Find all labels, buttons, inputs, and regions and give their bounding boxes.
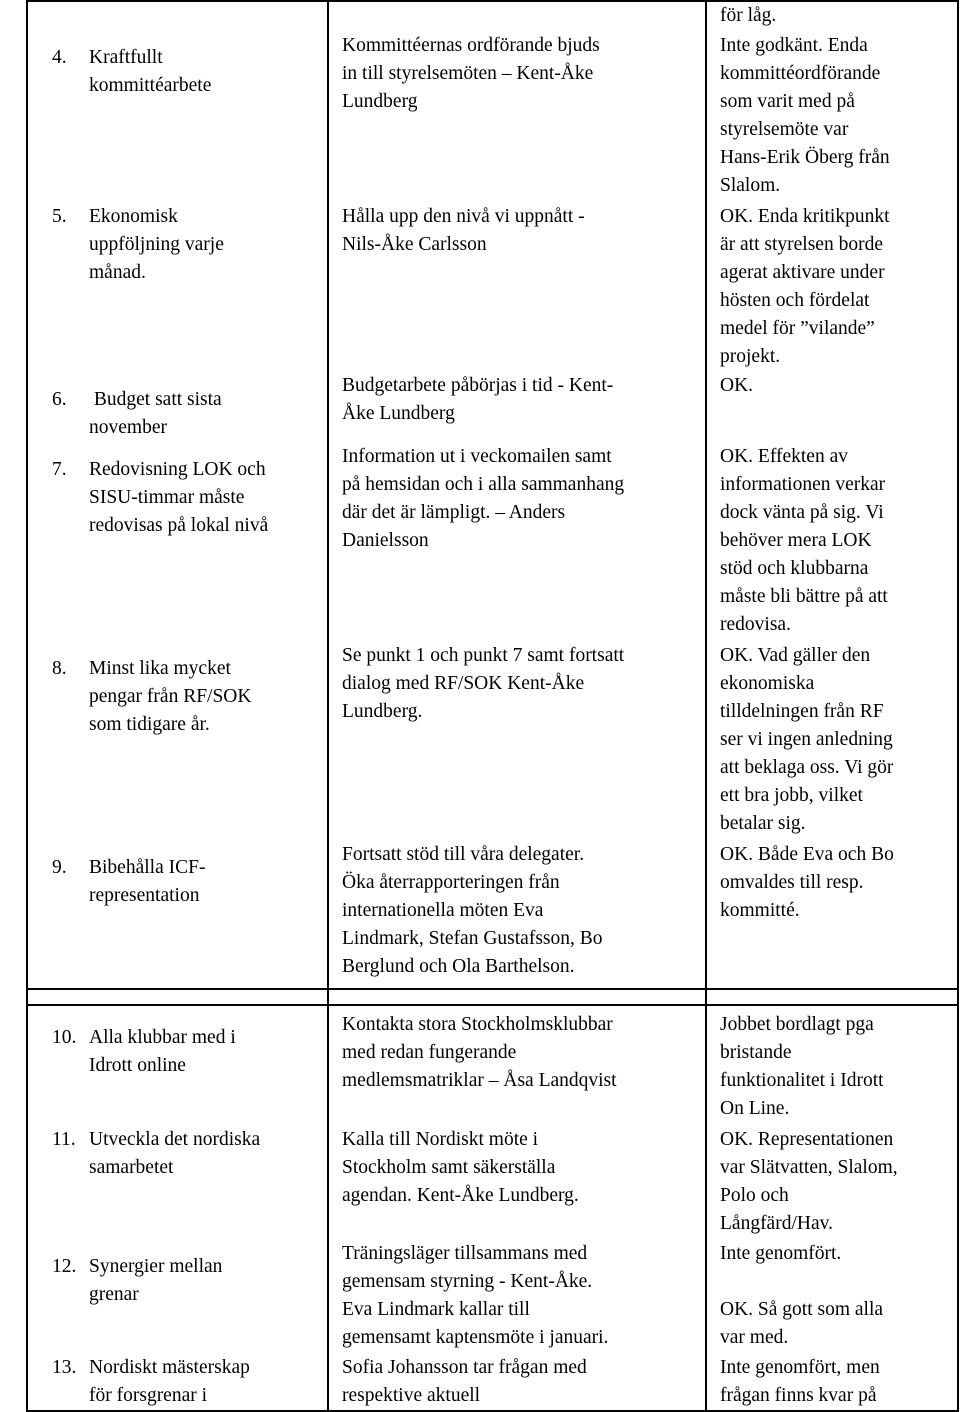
result-text: ser vi ingen anledning: [720, 729, 893, 750]
result-text: betalar sig.: [720, 813, 806, 834]
action-text: agendan. Kent-Åke Lundberg.: [342, 1185, 579, 1206]
result-text: OK. Så gott som alla: [720, 1299, 884, 1320]
goal-text: Kraftfullt: [89, 47, 163, 68]
action-text: Nils-Åke Carlsson: [342, 234, 487, 255]
result-text: agerat aktivare under: [720, 262, 885, 283]
result-text: ekonomiska: [720, 673, 815, 694]
result-text: att beklaga oss. Vi gör: [720, 757, 894, 778]
result-text: styrelsemöte var: [720, 119, 849, 140]
action-text: Danielsson: [342, 530, 429, 551]
goal-text: pengar från RF/SOK: [89, 686, 252, 707]
result-text: OK. Enda kritikpunkt: [720, 206, 890, 227]
goal-number: 12.: [52, 1256, 77, 1277]
result-text: som varit med på: [720, 91, 855, 112]
action-text: dialog med RF/SOK Kent-Åke: [342, 673, 585, 694]
action-text: gemensam styrning - Kent-Åke.: [342, 1271, 593, 1292]
goal-text: Minst lika mycket: [89, 658, 231, 679]
result-text: OK. Både Eva och Bo: [720, 844, 894, 865]
result-text: hösten och fördelat: [720, 290, 870, 311]
goal-text: Alla klubbar med i: [89, 1027, 236, 1048]
action-text: Berglund och Ola Barthelson.: [342, 956, 575, 977]
action-text: på hemsidan och i alla sammanhang: [342, 474, 625, 495]
result-text: stöd och klubbarna: [720, 558, 869, 579]
result-text: redovisa.: [720, 614, 791, 635]
table-border-top: [26, 0, 959, 2]
action-text: internationella möten Eva: [342, 900, 544, 921]
goal-text: Ekonomisk: [89, 206, 178, 227]
goal-text: Synergier mellan: [89, 1256, 223, 1277]
result-text: On Line.: [720, 1098, 790, 1119]
action-text: Kalla till Nordiskt möte i: [342, 1129, 539, 1150]
result-text: Långfärd/Hav.: [720, 1213, 833, 1234]
goal-text: kommittéarbete: [89, 75, 212, 96]
result-text: tilldelningen från RF: [720, 701, 884, 722]
action-text: Sofia Johansson tar frågan med: [342, 1357, 587, 1378]
action-text: Hålla upp den nivå vi uppnått -: [342, 206, 585, 227]
action-text: Lundberg: [342, 91, 418, 112]
goal-text: november: [89, 417, 167, 438]
result-text: informationen verkar: [720, 474, 886, 495]
goal-text: samarbetet: [89, 1157, 174, 1178]
result-text: Inte genomfört, men: [720, 1357, 880, 1378]
action-text: Fortsatt stöd till våra delegater.: [342, 844, 585, 865]
goal-number: 13.: [52, 1357, 77, 1378]
result-text: medel för ”vilande”: [720, 318, 875, 339]
result-text: Slalom.: [720, 175, 781, 196]
result-text: är att styrelsen borde: [720, 234, 883, 255]
goal-text: som tidigare år.: [89, 714, 210, 735]
action-text: Åke Lundberg: [342, 403, 455, 424]
result-text: behöver mera LOK: [720, 530, 872, 551]
action-text: med redan fungerande: [342, 1042, 517, 1063]
result-text: OK. Representationen: [720, 1129, 894, 1150]
goal-text: redovisas på lokal nivå: [89, 515, 269, 536]
action-text: Lundberg.: [342, 701, 423, 722]
result-text: dock vänta på sig. Vi: [720, 502, 884, 523]
result-text: funktionalitet i Idrott: [720, 1070, 884, 1091]
result-text: måste bli bättre på att: [720, 586, 888, 607]
action-text: respektive aktuell: [342, 1385, 481, 1406]
action-text: Träningsläger tillsammans med: [342, 1243, 588, 1264]
goal-text: Idrott online: [89, 1055, 186, 1076]
result-text: OK. Vad gäller den: [720, 645, 871, 666]
goal-text: Redovisning LOK och: [89, 459, 266, 480]
action-text: medlemsmatriklar – Åsa Landqvist: [342, 1070, 617, 1091]
result-text: Inte genomfört.: [720, 1243, 842, 1264]
action-text: Information ut i veckomailen samt: [342, 446, 612, 467]
action-text: Kommittéernas ordförande bjuds: [342, 35, 600, 56]
goal-text: månad.: [89, 262, 146, 283]
action-text: Kontakta stora Stockholmsklubbar: [342, 1014, 613, 1035]
action-text: in till styrelsemöten – Kent-Åke: [342, 63, 594, 84]
result-text: ett bra jobb, vilket: [720, 785, 863, 806]
result-text: Hans-Erik Öberg från: [720, 147, 890, 168]
action-text: Eva Lindmark kallar till: [342, 1299, 530, 1320]
goal-number: 9.: [52, 857, 67, 878]
goal-number: 10.: [52, 1027, 77, 1048]
result-text: Jobbet bordlagt pga: [720, 1014, 874, 1035]
action-text: Stockholm samt säkerställa: [342, 1157, 556, 1178]
goal-number: 5.: [52, 206, 67, 227]
goal-text: Bibehålla ICF-: [89, 857, 206, 878]
action-text: Budgetarbete påbörjas i tid - Kent-: [342, 375, 614, 396]
result-text: var med.: [720, 1327, 789, 1348]
table-border-left: [26, 0, 28, 1412]
goal-number: 8.: [52, 658, 67, 679]
goal-text: för forsgrenar i: [89, 1385, 208, 1406]
result-text: kommittéordförande: [720, 63, 881, 84]
goal-text: representation: [89, 885, 200, 906]
result-text: OK.: [720, 375, 754, 396]
action-text: gemensamt kaptensmöte i januari.: [342, 1327, 609, 1348]
goal-number: 7.: [52, 459, 67, 480]
row-divider-9-10-b: [26, 1004, 959, 1006]
goal-text: Budget satt sista: [89, 389, 222, 410]
result-text: kommitté.: [720, 900, 800, 921]
row-divider-9-10-a: [26, 988, 959, 990]
goal-number: 11.: [52, 1129, 76, 1150]
action-text: där det är lämpligt. – Anders: [342, 502, 566, 523]
goal-text: Utveckla det nordiska: [89, 1129, 261, 1150]
column-divider-1: [327, 0, 329, 1412]
result-text: var Slätvatten, Slalom,: [720, 1157, 898, 1178]
result-text: Polo och: [720, 1185, 789, 1206]
result-text: omvaldes till resp.: [720, 872, 864, 893]
goal-text: grenar: [89, 1284, 139, 1305]
result-text: Inte godkänt. Enda: [720, 35, 868, 56]
goal-text: Nordiskt mästerskap: [89, 1357, 250, 1378]
result-text: projekt.: [720, 346, 781, 367]
result-text: bristande: [720, 1042, 792, 1063]
action-text: Se punkt 1 och punkt 7 samt fortsatt: [342, 645, 625, 666]
action-text: Öka återrapporteringen från: [342, 872, 560, 893]
goal-text: SISU-timmar måste: [89, 487, 245, 508]
goal-number: 6.: [52, 389, 67, 410]
result-text: för låg.: [720, 5, 777, 26]
goal-number: 4.: [52, 47, 67, 68]
column-divider-2: [705, 0, 707, 1412]
table-border-right: [957, 0, 959, 1412]
result-text: OK. Effekten av: [720, 446, 848, 467]
result-text: frågan finns kvar på: [720, 1385, 877, 1406]
goal-text: uppföljning varje: [89, 234, 224, 255]
action-text: Lindmark, Stefan Gustafsson, Bo: [342, 928, 603, 949]
